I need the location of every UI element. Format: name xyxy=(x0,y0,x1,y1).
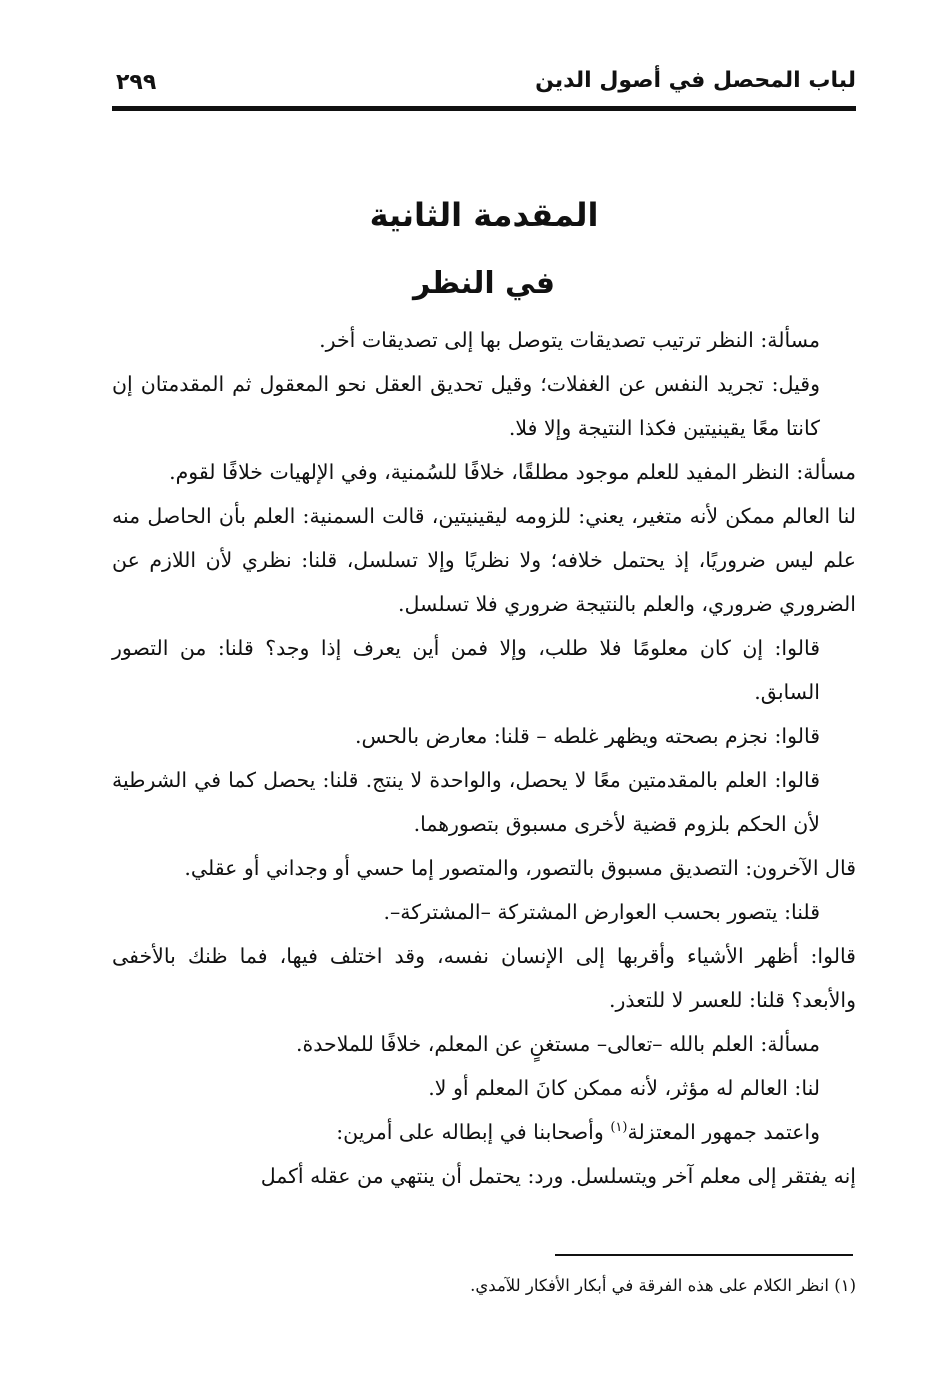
section-heading: المقدمة الثانية xyxy=(369,196,599,234)
running-header xyxy=(112,62,856,102)
paragraph: لنا العالم ممكن لأنه متغير، يعني: للزومه ليقينيتين، قالت السمنية: العلم بأن الحاصل منه علم ليس ضروريًا، إذ يحتمل خلافه؛ ولا نظريًا وإلا تسلسل، قلنا: نظري لأن اللازم عن الضروري ضروري، والعلم بالنتيجة ضروري فلا تسلسل. xyxy=(112,504,856,616)
running-title: لباب المحصل في أصول الدين xyxy=(535,68,856,93)
paragraph-part: وأصحابنا في إبطاله على أمرين: xyxy=(336,1120,604,1144)
section-subheading: في النظر xyxy=(412,266,556,301)
header-rule xyxy=(112,106,856,111)
paragraph: قالوا: أظهر الأشياء وأقربها إلى الإنسان نفسه، وقد اختلف فيها، فما ظنك بالأخفى والأبعد؟ قلنا: للعسر لا للتعذر. xyxy=(112,944,856,1012)
footnote: (١) انظر الكلام على هذه الفرقة في أبكار الأفكار للآمدي. xyxy=(470,1276,856,1295)
footnote-marker: (١) xyxy=(610,1120,628,1136)
paragraph: لنا: العالم له مؤثر، لأنه ممكن كانَ المعلم أو لا. xyxy=(428,1076,820,1100)
paragraph: وقيل: تجريد النفس عن الغفلات؛ وقيل تحديق العقل نحو المعقول ثم المقدمتان إن كانتا معًا يقينيتين فكذا النتيجة وإلا فلا. xyxy=(112,372,820,440)
paragraph: مسألة: العلم بالله –تعالى– مستغنٍ عن المعلم، خلافًا للملاحدة. xyxy=(296,1032,820,1056)
paragraph: قالوا: إن كان معلومًا فلا طلب، وإلا فمن أين يعرف إذا وجد؟ قلنا: من التصور السابق. xyxy=(112,636,820,704)
body-text xyxy=(112,318,856,1198)
paragraph: مسألة: النظر المفيد للعلم موجود مطلقًا، خلافًا للسُمنية، وفي الإلهيات خلافًا لقوم. xyxy=(169,460,856,484)
paragraph: قال الآخرون: التصديق مسبوق بالتصور، والمتصور إما حسي أو وجداني أو عقلي. xyxy=(184,856,856,880)
paragraph: إنه يفتقر إلى معلم آخر ويتسلسل. ورد: يحتمل أن ينتهي من عقله أكمل xyxy=(260,1164,856,1188)
paragraph: مسألة: النظر ترتيب تصديقات يتوصل بها إلى تصديقات أخر. xyxy=(319,328,820,352)
paragraph-part: واعتمد جمهور المعتزلة xyxy=(627,1120,820,1144)
footnote-rule xyxy=(555,1254,853,1256)
page-number: ٢٩٩ xyxy=(116,70,157,95)
paragraph: قالوا: نجزم بصحته ويظهر غلطه – قلنا: معارض بالحس. xyxy=(354,724,820,748)
paragraph-with-footnote xyxy=(112,1110,856,1154)
paragraph: قلنا: يتصور بحسب العوارض المشتركة –المشتركة–. xyxy=(383,900,820,924)
paragraph: قالوا: العلم بالمقدمتين معًا لا يحصل، والواحدة لا ينتج. قلنا: يحصل كما في الشرطية لأن الحكم بلزوم قضية لأخرى مسبوق بتصورهما. xyxy=(112,768,820,836)
